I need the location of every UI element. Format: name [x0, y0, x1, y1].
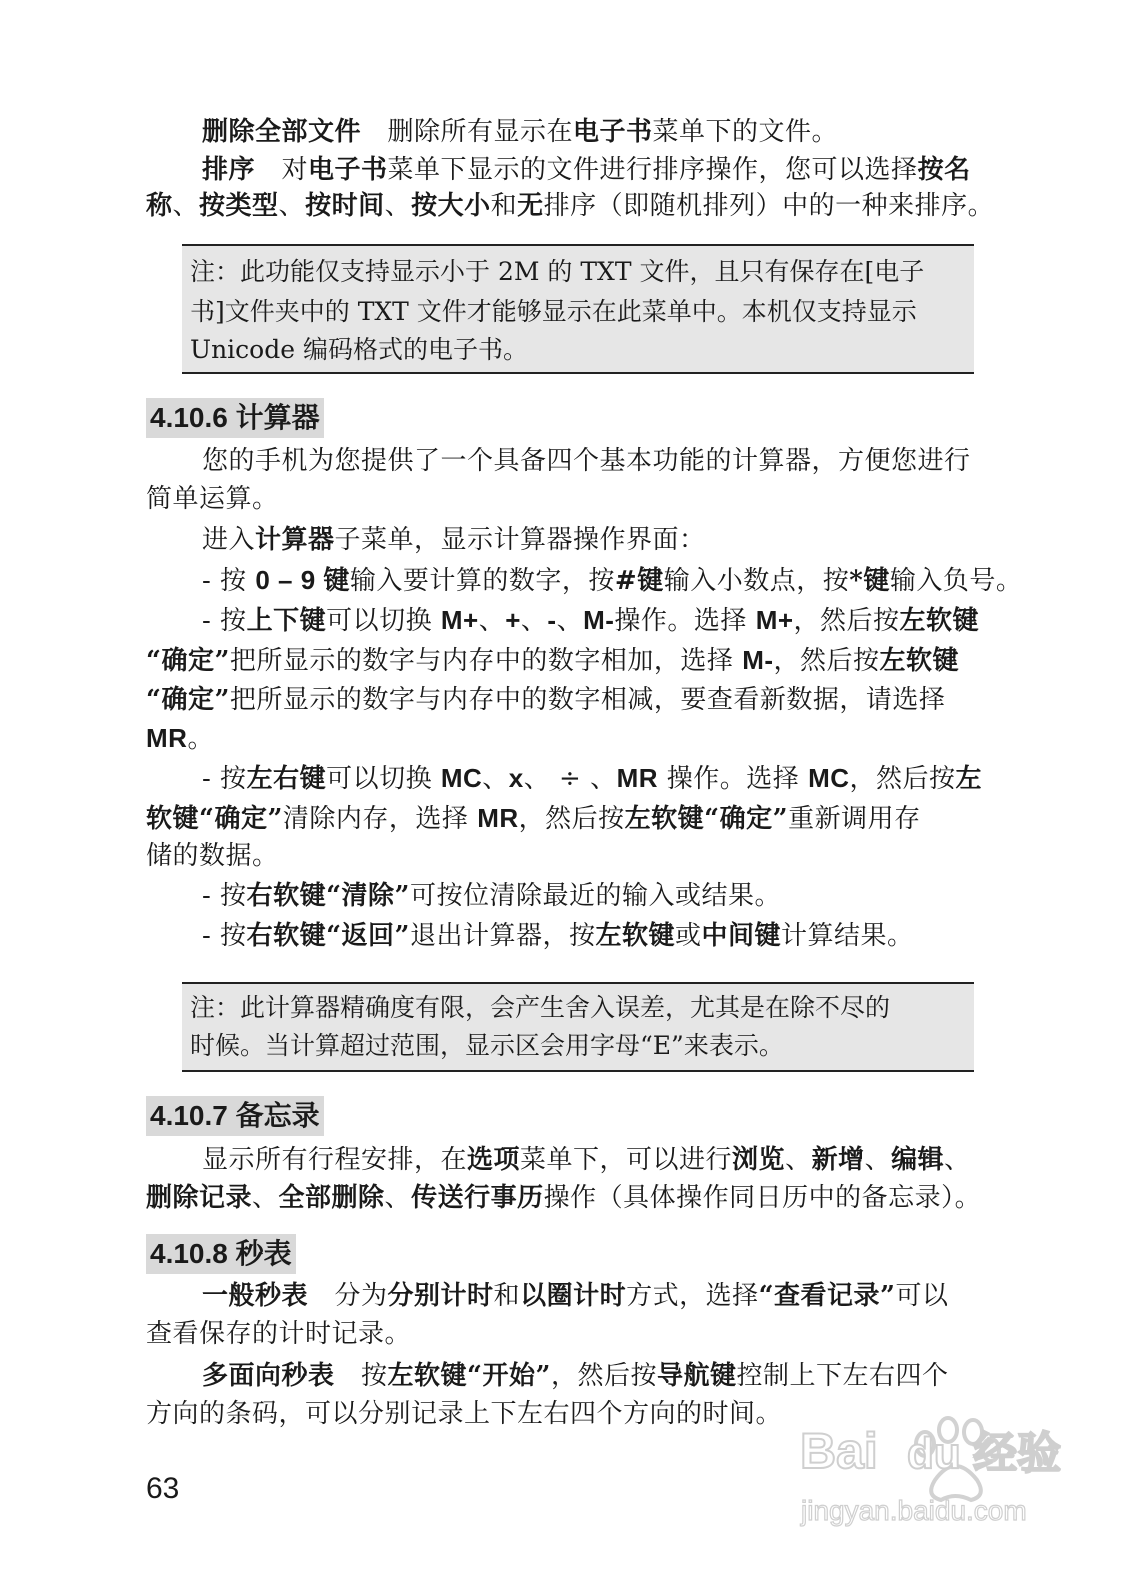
brand-text: du [907, 1429, 961, 1478]
term: 左软键“确定” [624, 804, 789, 834]
section-heading: 4.10.6 计算器 [146, 398, 324, 438]
paragraph-line [146, 186, 994, 226]
text: 排序（即随机排列）中的一种来排序。 [543, 191, 995, 221]
term: MC [808, 763, 850, 793]
term: MR [616, 763, 659, 793]
term: 中间键 [701, 921, 782, 951]
term: “确定” [146, 646, 230, 676]
text: 、 [482, 764, 509, 794]
term: 以圈计时 [520, 1281, 627, 1311]
text: 可以切换 [326, 764, 441, 794]
text: 可以 [895, 1281, 949, 1311]
text: 、 [520, 606, 548, 636]
text: 或 [675, 921, 702, 951]
term: M- [583, 605, 615, 635]
text: 可按位清除最近的输入或结果。 [409, 881, 781, 911]
term: M+ [440, 605, 479, 635]
paragraph-line [146, 640, 959, 681]
term: #键 [614, 566, 664, 596]
text: 输入负号。 [889, 566, 1023, 596]
term: MR [146, 723, 188, 753]
note-line: Unicode 编码格式的电子书。 [190, 335, 528, 364]
text: 、 [278, 191, 306, 221]
term: 删除全部文件 [202, 117, 362, 147]
term: 选项 [467, 1145, 521, 1175]
paragraph-line: 您的手机为您提供了一个具备四个基本功能的计算器，方便您进行 [202, 446, 971, 476]
term: 一般秒表 [202, 1281, 309, 1311]
text: 菜单下的文件。 [652, 117, 839, 147]
section-heading: 4.10.8 秒表 [146, 1234, 296, 1274]
text: 方式，选择 [626, 1281, 759, 1311]
text: ，然后按 [550, 1361, 657, 1391]
term: 多面向秒表 [202, 1361, 335, 1391]
text: 菜单下，可以进行 [520, 1145, 733, 1175]
term: M- [742, 645, 774, 675]
text: 、 [785, 1145, 812, 1175]
term: 按类型 [199, 191, 279, 221]
paragraph-line [202, 1356, 949, 1396]
paragraph-line [146, 718, 214, 759]
term: 传送行事历 [411, 1183, 544, 1213]
term: 左软键 [899, 606, 980, 636]
text: 操作（具体操作同日历中的备忘录）。 [543, 1183, 982, 1213]
text: ，然后按 [518, 804, 625, 834]
term: 分别计时 [387, 1281, 494, 1311]
watermark-url: jingyan.baidu.com [801, 1495, 1027, 1526]
term: 全部删除 [278, 1183, 385, 1213]
text: 。 [187, 724, 214, 754]
brand-cn-text: 经验 [973, 1428, 1061, 1479]
term: 计算器 [255, 525, 335, 555]
term: 左软键 [879, 646, 960, 676]
text: 、 [172, 191, 200, 221]
paragraph-line [202, 150, 971, 190]
list-item [202, 876, 781, 916]
paragraph-line: 简单运算。 [146, 484, 279, 514]
baidu-watermark [795, 1392, 1065, 1542]
term: + [505, 605, 521, 635]
note-line: 注：此计算器精确度有限，会产生舍入误差，尤其是在除不尽的 [190, 993, 891, 1022]
text: 按 [334, 1361, 388, 1391]
note-box [182, 244, 974, 374]
term: 排序 [202, 155, 256, 185]
text: 和 [490, 191, 518, 221]
list-item [202, 758, 982, 799]
text: 输入小数点，按 [663, 566, 850, 596]
term: 左右键 [246, 764, 327, 794]
note-box [182, 982, 974, 1072]
text: 退出计算器，按 [409, 921, 596, 951]
text: - 按 [202, 606, 247, 636]
text: 清除内存，选择 [282, 804, 478, 834]
text: 操作。选择 [658, 764, 809, 794]
text: ，然后按 [849, 764, 956, 794]
list-item [202, 916, 914, 956]
term: 右软键“返回” [246, 921, 410, 951]
text: 、 [556, 606, 584, 636]
text: 子菜单，显示计算器操作界面： [334, 525, 706, 555]
term: 电子书 [573, 117, 653, 147]
term: “查看记录” [758, 1281, 896, 1311]
paragraph-line: 储的数据。 [146, 841, 279, 871]
term: 新增 [811, 1145, 865, 1175]
term: 按时间 [305, 191, 385, 221]
page-number: 63 [146, 1472, 180, 1505]
term: 导航键 [656, 1361, 737, 1391]
term: x [508, 763, 524, 793]
text: - 按 [202, 764, 247, 794]
text: ，然后按 [793, 606, 900, 636]
paragraph-line [146, 1178, 981, 1218]
paragraph-line [202, 1276, 949, 1316]
term: “确定” [146, 685, 230, 715]
term: M+ [755, 605, 794, 635]
text: 分为 [308, 1281, 388, 1311]
text: 、 [944, 1145, 971, 1175]
term: 无 [517, 191, 544, 221]
paragraph-line: 查看保存的计时记录。 [146, 1319, 412, 1349]
text: 菜单下显示的文件进行排序操作，您可以选择 [387, 155, 918, 185]
paragraph-line: 方向的条码，可以分别记录上下左右四个方向的时间。 [146, 1399, 783, 1429]
text: 操作。选择 [614, 606, 756, 636]
list-item [202, 600, 979, 641]
term: 左软键“开始” [387, 1361, 551, 1391]
text: - 按 [202, 881, 247, 911]
text: ，然后按 [773, 646, 880, 676]
term: 删除记录 [146, 1183, 253, 1213]
text: 把所显示的数字与内存中的数字相减，要查看新数据，请选择 [229, 685, 946, 715]
text: 和 [493, 1281, 521, 1311]
note-line: 书]文件夹中的 TXT 文件才能够显示在此菜单中。本机仅支持显示 [190, 297, 917, 326]
text: - 按 [202, 566, 256, 596]
text: 、 [864, 1145, 892, 1175]
term: 编辑 [891, 1145, 945, 1175]
text: 控制上下左右四个 [736, 1361, 949, 1391]
text: 、 [384, 1183, 412, 1213]
term: 按大小 [411, 191, 491, 221]
text: 计算结果。 [781, 921, 914, 951]
text: 对 [255, 155, 309, 185]
term: MR [477, 803, 519, 833]
text: 把所显示的数字与内存中的数字相加，选择 [229, 646, 743, 676]
text: 显示所有行程安排，在 [202, 1145, 468, 1175]
note-line: 时候。当计算超过范围，显示区会用字母“E”来表示。 [190, 1031, 784, 1060]
paragraph-line [146, 798, 921, 839]
paragraph-line [202, 1140, 971, 1180]
note-line: 注：此功能仅支持显示小于 2M 的 TXT 文件，且只有保存在[电子 [190, 257, 925, 286]
text: 输入要计算的数字，按 [349, 566, 615, 596]
text: 、 ÷ 、 [523, 764, 617, 794]
term: 左软键 [595, 921, 676, 951]
list-item [202, 560, 1022, 601]
text: 、 [384, 191, 412, 221]
text: 、 [478, 606, 506, 636]
text: - 按 [202, 921, 247, 951]
term: *键 [849, 566, 890, 596]
text: 、 [252, 1183, 279, 1213]
term: 上下键 [246, 606, 327, 636]
paragraph-line [202, 520, 706, 560]
term: 电子书 [308, 155, 388, 185]
brand-text: Bai [800, 1423, 878, 1479]
term: 按名 [917, 155, 971, 185]
term: MC [440, 763, 483, 793]
term: 浏览 [732, 1145, 786, 1175]
paragraph-line [202, 112, 838, 152]
text: 重新调用存 [788, 804, 921, 834]
term: 0 – 9 键 [255, 565, 350, 595]
term: 左 [955, 764, 983, 794]
text: 可以切换 [326, 606, 441, 636]
text: 进入 [202, 525, 256, 555]
term: 右软键“清除” [246, 881, 410, 911]
section-heading: 4.10.7 备忘录 [146, 1096, 324, 1136]
text: 删除所有显示在 [361, 117, 574, 147]
term: - [547, 605, 557, 635]
paragraph-line [146, 680, 945, 720]
term: 称 [146, 191, 173, 221]
term: 软键“确定” [146, 804, 283, 834]
